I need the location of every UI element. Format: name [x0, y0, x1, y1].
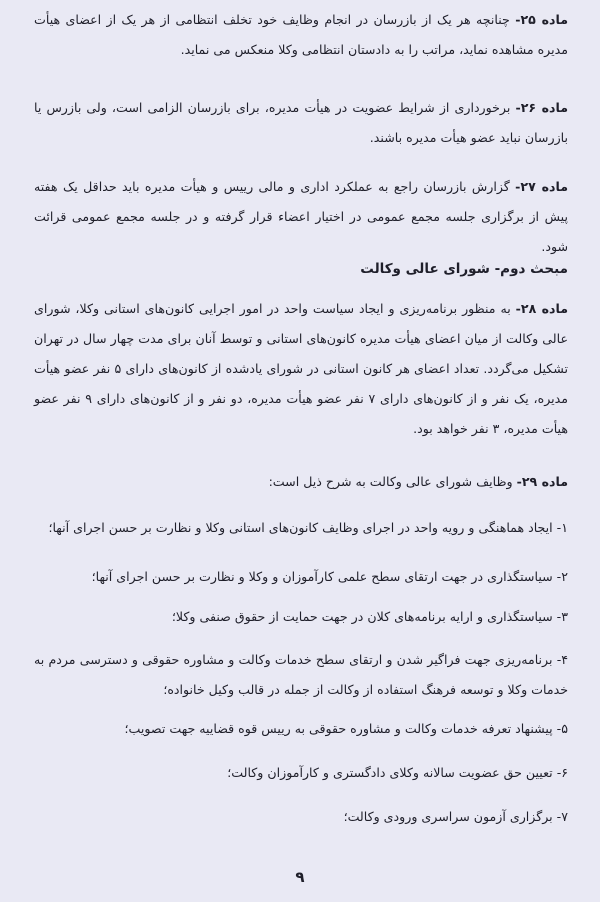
article-25-text: چنانچه هر یک از بازرسان در انجام وظایف خود تخلف انتظامی از هر یک از اعضای هیأت مدیره مشاهده نماید، مراتب را به دادستان انتظامی وکلا منعکس می نماید.	[34, 12, 568, 57]
article-25-label: ماده ۲۵-	[515, 12, 568, 27]
article-29-text: وظایف شورای عالی وکالت به شرح ذیل است:	[268, 474, 517, 489]
article-29	[34, 467, 568, 497]
article-26	[34, 93, 568, 153]
duty-item-7: ۷- برگزاری آزمون سراسری ورودی وکالت؛	[343, 809, 568, 824]
article-27-label: ماده ۲۷-	[515, 179, 568, 194]
section-heading: مبحث دوم- شورای عالی وکالت	[360, 261, 568, 277]
duty-item-6: ۶- تعیین حق عضویت سالانه وکلای دادگستری و کارآموزان وکالت؛	[227, 765, 568, 780]
page-number: ۹	[295, 868, 305, 886]
duty-item-2: ۲- سیاستگذاری در جهت ارتقای سطح علمی کارآموزان و وکلا و نظارت بر حسن اجرای آنها؛	[91, 569, 568, 584]
duty-item-5: ۵- پیشنهاد تعرفه خدمات وکالت و مشاوره حقوقی به رییس قوه قضاییه جهت تصویب؛	[124, 721, 568, 736]
article-26-text: برخورداری از شرایط عضویت در هیأت مدیره، برای بازرسان الزامی است، ولی بازرس یا بازرسان نباید عضو هیأت مدیره باشند.	[34, 100, 568, 145]
duty-item-4: ۴- برنامه‌ریزی جهت فراگیر شدن و ارتقای سطح خدمات وکالت و مشاوره حقوقی و دسترسی مردم به خدمات وکلا و توسعه فرهنگ استفاده از وکالت از جمله در قالب وکیل خانواده؛	[34, 652, 568, 697]
article-28-text: به منظور برنامه‌ریزی و ایجاد سیاست واحد در امور اجرایی کانون‌های استانی وکلا، شورای عالی وکالت از میان اعضای هیأت مدیره کانون‌های استانی و توسط آنان برای مدت چهار سال در تهران تشکیل می‌گردد. تعداد اعضای هر کانون استانی در شورای یادشده از کانون‌های دارای ۵ نفر عضو هیأت مدیره، یک نفر و از کانون‌های دارای ۷ نفر عضو هیأت مدیره، دو نفر و از کانون‌های دارای ۹ نفر عضو هیأت مدیره، ۳ نفر خواهد بود.	[34, 301, 569, 436]
article-26-label: ماده ۲۶-	[515, 100, 568, 115]
duty-item-1: ۱- ایجاد هماهنگی و رویه واحد در اجرای وظایف کانون‌های استانی وکلا و نظارت بر حسن اجرای آنها؛	[48, 520, 568, 535]
article-29-label: ماده ۲۹-	[516, 474, 568, 489]
duty-item-3: ۳- سیاستگذاری و ارایه برنامه‌های کلان در جهت حمایت از حقوق صنفی وکلا؛	[171, 609, 568, 624]
article-28	[34, 294, 568, 444]
article-27-text: گزارش بازرسان راجع به عملکرد اداری و مالی رییس و هیأت مدیره باید حداقل یک هفته پیش از برگزاری جلسه مجمع عمومی در اختیار اعضاء قرار گرفته و در جلسه مجمع عمومی قرائت شود.	[34, 179, 568, 254]
article-27	[34, 172, 568, 262]
article-28-label: ماده ۲۸-	[515, 301, 568, 316]
article-25	[34, 5, 568, 65]
